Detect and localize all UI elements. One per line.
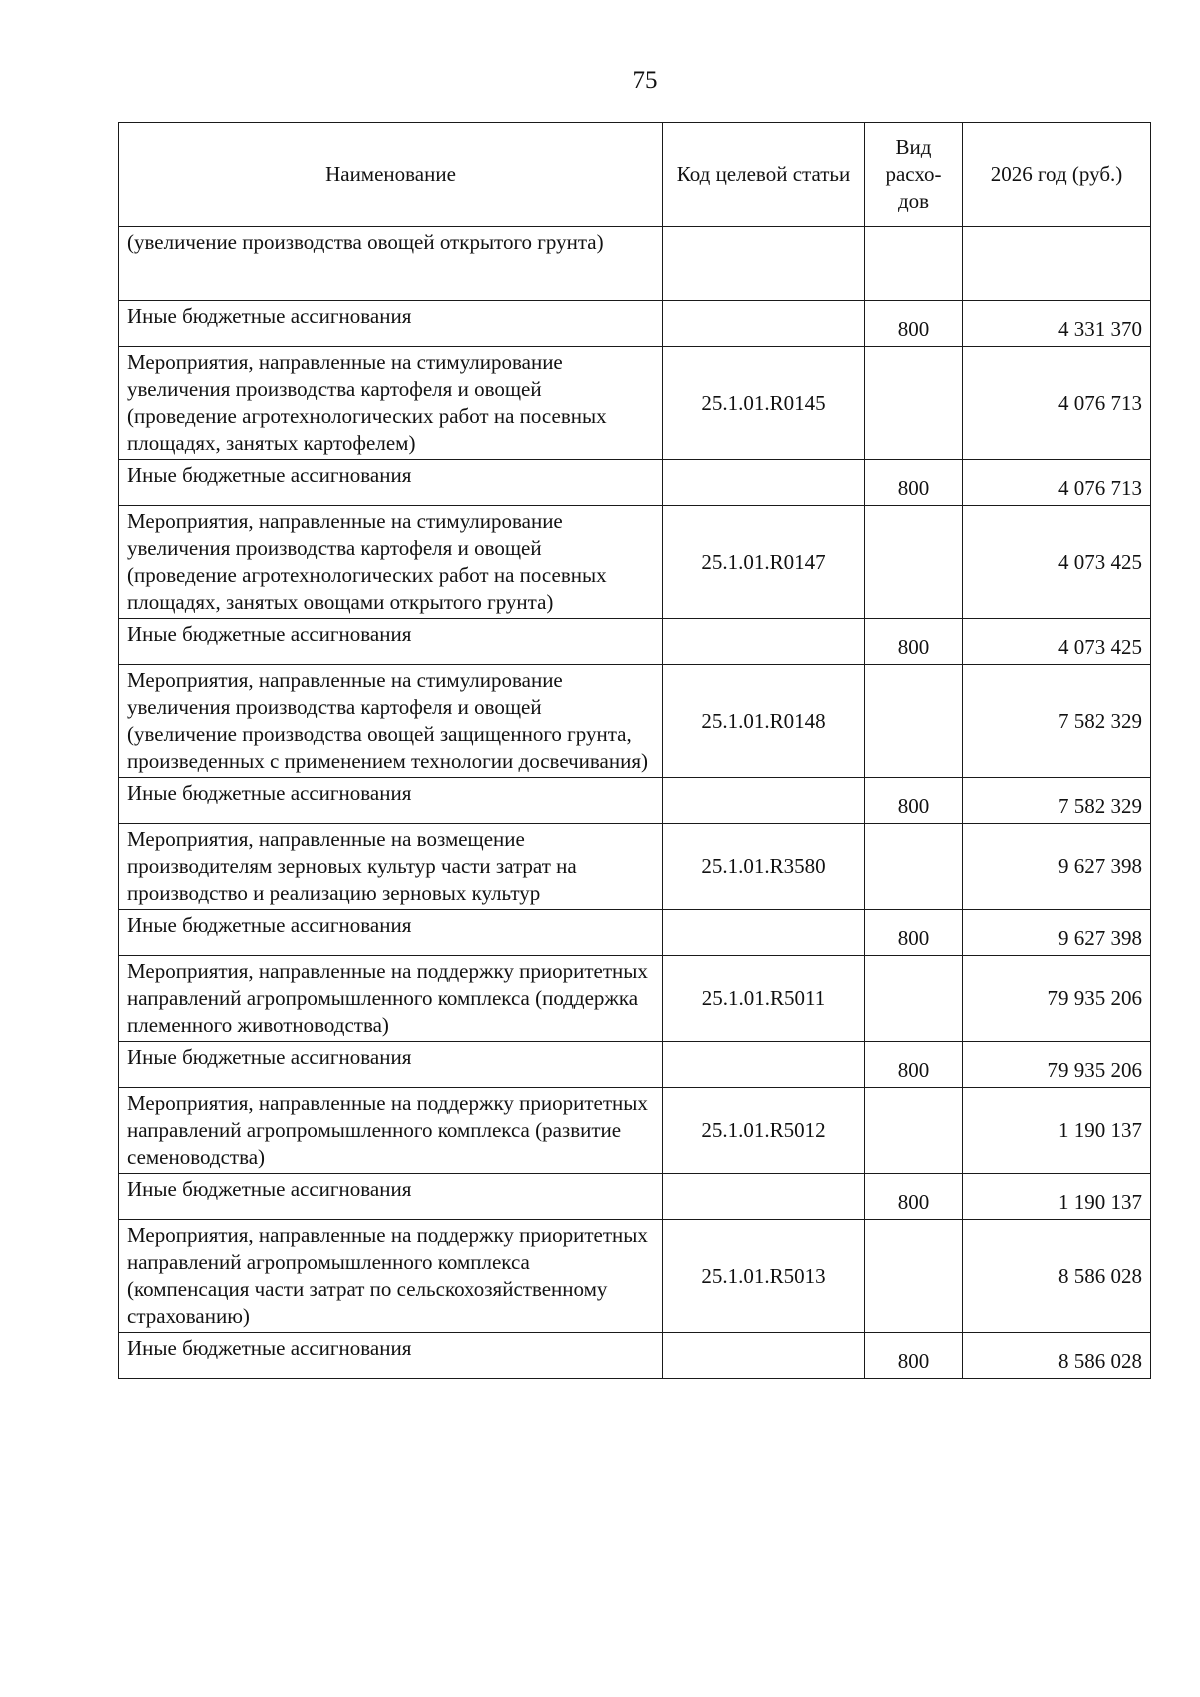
table-row bbox=[119, 910, 1151, 956]
header-code: Код целевой статьи bbox=[663, 123, 865, 227]
cell-amount bbox=[963, 227, 1151, 301]
cell-amount: 4 331 370 bbox=[963, 301, 1151, 347]
cell-name: Иные бюджетные ассигнования bbox=[119, 1174, 663, 1220]
table-row bbox=[119, 460, 1151, 506]
cell-type: 800 bbox=[865, 301, 963, 347]
header-type: Вид расхо-дов bbox=[865, 123, 963, 227]
cell-amount: 1 190 137 bbox=[963, 1174, 1151, 1220]
cell-code: 25.1.01.R5013 bbox=[663, 1220, 865, 1333]
table-row bbox=[119, 227, 1151, 301]
table-row bbox=[119, 301, 1151, 347]
cell-code bbox=[663, 301, 865, 347]
table-row bbox=[119, 824, 1151, 910]
cell-type: 800 bbox=[865, 778, 963, 824]
cell-code bbox=[663, 1042, 865, 1088]
cell-type: 800 bbox=[865, 1333, 963, 1379]
cell-amount: 7 582 329 bbox=[963, 778, 1151, 824]
cell-name: (увеличение производства овощей открытого грунта) bbox=[119, 227, 663, 301]
cell-name: Иные бюджетные ассигнования bbox=[119, 460, 663, 506]
cell-type bbox=[865, 665, 963, 778]
cell-amount: 1 190 137 bbox=[963, 1088, 1151, 1174]
cell-amount: 79 935 206 bbox=[963, 956, 1151, 1042]
table-row bbox=[119, 506, 1151, 619]
cell-amount: 9 627 398 bbox=[963, 824, 1151, 910]
header-name: Наименование bbox=[119, 123, 663, 227]
cell-name: Мероприятия, направленные на стимулирование увеличения производства картофеля и овощей (проведение агротехнологических работ на посевных площадях, занятых картофелем) bbox=[119, 347, 663, 460]
cell-code bbox=[663, 1174, 865, 1220]
cell-type: 800 bbox=[865, 910, 963, 956]
cell-code bbox=[663, 227, 865, 301]
table-row bbox=[119, 1088, 1151, 1174]
cell-code bbox=[663, 1333, 865, 1379]
table-header-row bbox=[119, 123, 1151, 227]
cell-code: 25.1.01.R0148 bbox=[663, 665, 865, 778]
cell-name: Иные бюджетные ассигнования bbox=[119, 778, 663, 824]
table-row bbox=[119, 1174, 1151, 1220]
cell-name: Иные бюджетные ассигнования bbox=[119, 301, 663, 347]
table-row bbox=[119, 1220, 1151, 1333]
cell-amount: 4 073 425 bbox=[963, 619, 1151, 665]
table-row bbox=[119, 778, 1151, 824]
cell-amount: 4 076 713 bbox=[963, 460, 1151, 506]
cell-code: 25.1.01.R0145 bbox=[663, 347, 865, 460]
cell-name: Иные бюджетные ассигнования bbox=[119, 619, 663, 665]
cell-type bbox=[865, 347, 963, 460]
cell-code: 25.1.01.R5012 bbox=[663, 1088, 865, 1174]
cell-type: 800 bbox=[865, 1174, 963, 1220]
cell-type bbox=[865, 1088, 963, 1174]
cell-amount: 8 586 028 bbox=[963, 1333, 1151, 1379]
cell-code bbox=[663, 910, 865, 956]
cell-code: 25.1.01.R3580 bbox=[663, 824, 865, 910]
cell-name: Мероприятия, направленные на стимулирование увеличения производства картофеля и овощей (проведение агротехнологических работ на посевных площадях, занятых овощами открытого грунта) bbox=[119, 506, 663, 619]
cell-amount: 9 627 398 bbox=[963, 910, 1151, 956]
cell-code bbox=[663, 460, 865, 506]
cell-code: 25.1.01.R0147 bbox=[663, 506, 865, 619]
cell-type: 800 bbox=[865, 619, 963, 665]
page-number: 75 bbox=[632, 67, 658, 94]
cell-name: Мероприятия, направленные на поддержку приоритетных направлений агропромышленного комплекса (компенсация части затрат по сельскохозяйственному страхованию) bbox=[119, 1220, 663, 1333]
cell-amount: 4 073 425 bbox=[963, 506, 1151, 619]
cell-name: Мероприятия, направленные на стимулирование увеличения производства картофеля и овощей (увеличение производства овощей защищенного грунта, произведенных с применением технологии досвечивания) bbox=[119, 665, 663, 778]
cell-code bbox=[663, 619, 865, 665]
cell-name: Мероприятия, направленные на возмещение производителям зерновых культур части затрат на производство и реализацию зерновых культур bbox=[119, 824, 663, 910]
table-row bbox=[119, 1042, 1151, 1088]
cell-code bbox=[663, 778, 865, 824]
cell-type bbox=[865, 1220, 963, 1333]
cell-amount: 8 586 028 bbox=[963, 1220, 1151, 1333]
cell-name: Мероприятия, направленные на поддержку приоритетных направлений агропромышленного комплекса (поддержка племенного животноводства) bbox=[119, 956, 663, 1042]
table-row bbox=[119, 1333, 1151, 1379]
cell-type bbox=[865, 506, 963, 619]
cell-type: 800 bbox=[865, 460, 963, 506]
cell-type bbox=[865, 824, 963, 910]
budget-table bbox=[118, 122, 1151, 1379]
table-row bbox=[119, 665, 1151, 778]
cell-amount: 7 582 329 bbox=[963, 665, 1151, 778]
cell-code: 25.1.01.R5011 bbox=[663, 956, 865, 1042]
table-row bbox=[119, 619, 1151, 665]
cell-name: Иные бюджетные ассигнования bbox=[119, 910, 663, 956]
cell-type: 800 bbox=[865, 1042, 963, 1088]
cell-amount: 79 935 206 bbox=[963, 1042, 1151, 1088]
cell-name: Иные бюджетные ассигнования bbox=[119, 1333, 663, 1379]
table-row bbox=[119, 347, 1151, 460]
cell-type bbox=[865, 956, 963, 1042]
table-row bbox=[119, 956, 1151, 1042]
header-amount: 2026 год (руб.) bbox=[963, 123, 1151, 227]
cell-name: Иные бюджетные ассигнования bbox=[119, 1042, 663, 1088]
cell-name: Мероприятия, направленные на поддержку приоритетных направлений агропромышленного комплекса (развитие семеноводства) bbox=[119, 1088, 663, 1174]
cell-amount: 4 076 713 bbox=[963, 347, 1151, 460]
cell-type bbox=[865, 227, 963, 301]
